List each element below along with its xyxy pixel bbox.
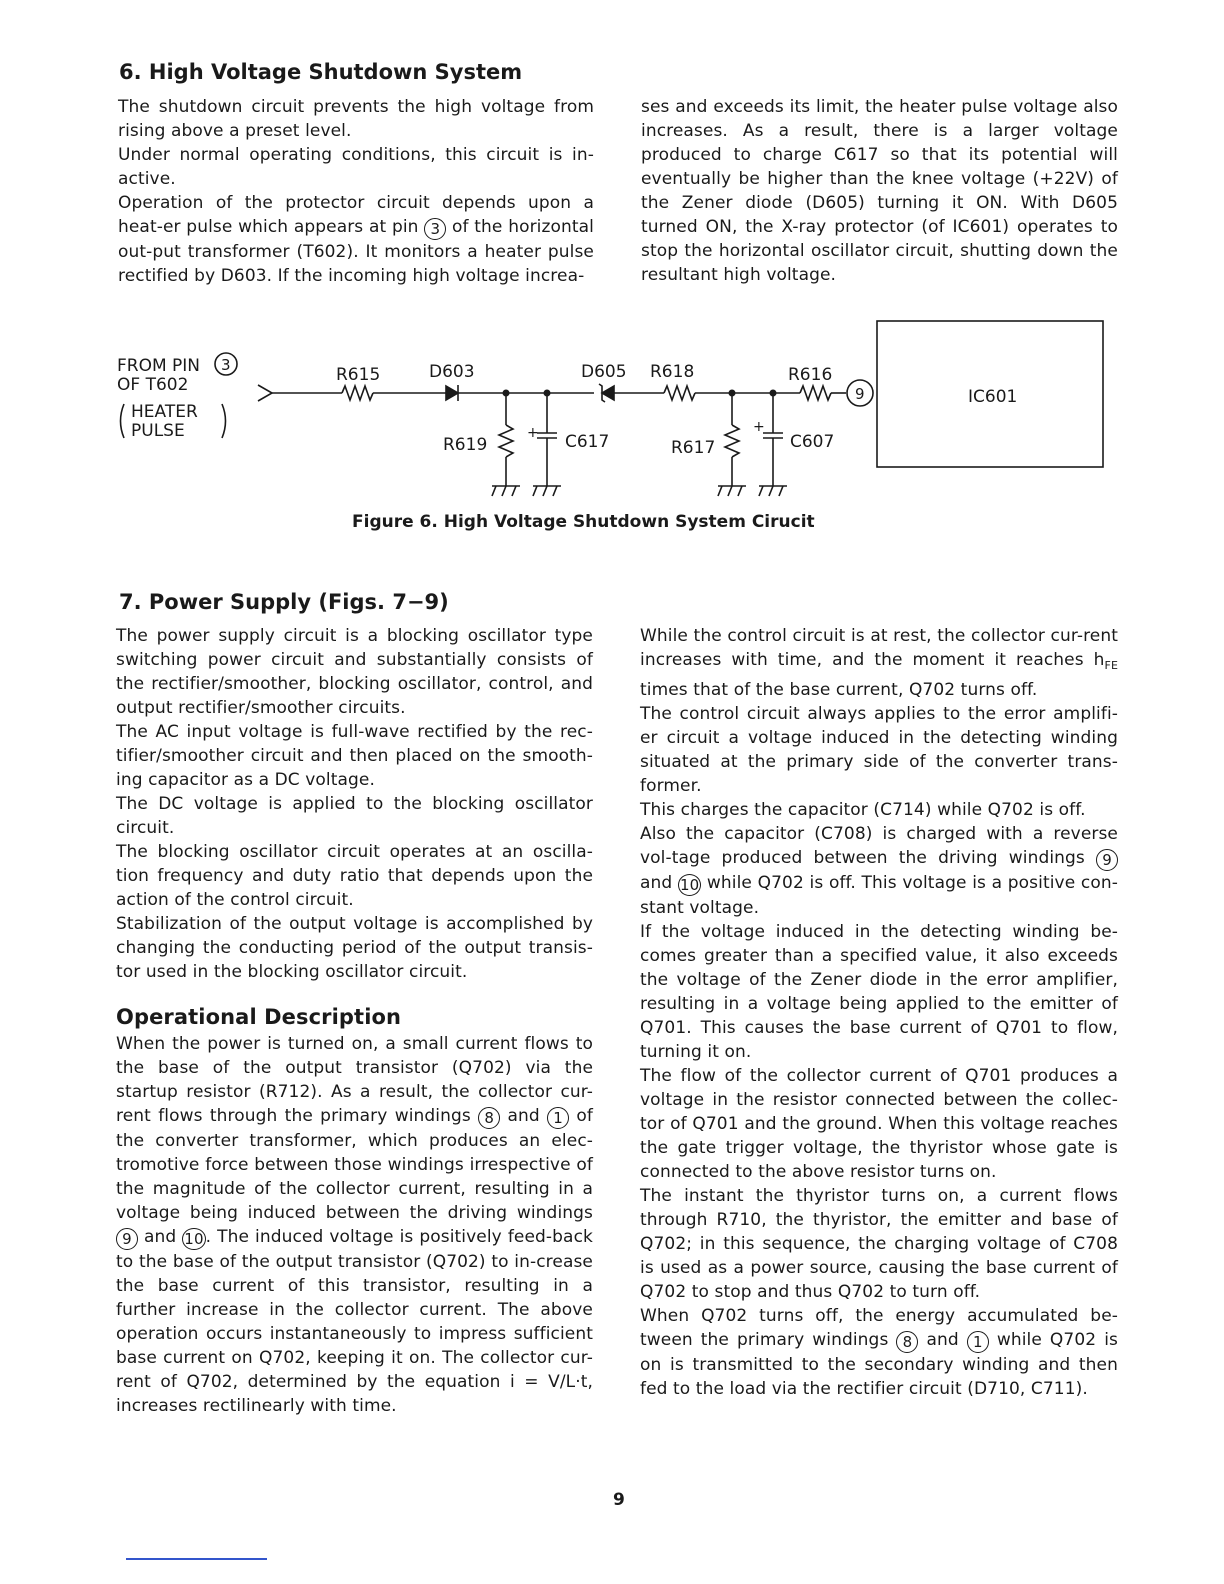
of-t602-label: OF T602 xyxy=(117,375,189,395)
paragraph: ses and exceeds its limit, the heater pulse voltage also increases. As a result, there is a larger voltage produced to charge C617 so that its potential will eventually be higher than the knee voltage (+22V) of the Zener diode (D605) turning it ON. With D605 turned ON, the X-ray protector (of IC601) operates to stop the horizontal oscillator circuit, shutting down the resultant high voltage. xyxy=(641,97,1118,285)
r619-label: R619 xyxy=(443,435,488,455)
paragraph: When Q702 turns off, the energy accumulated be-tween the primary windings 8 and 1 while Q702 is on is transmitted to the secondary winding and then fed to the load via the rectifier circuit (D710, C711). xyxy=(640,1306,1118,1399)
junction-dot xyxy=(729,390,736,397)
r616-resistor xyxy=(800,386,831,400)
paragraph: This charges the capacitor (C714) while Q702 is off. xyxy=(640,800,1086,820)
d603-label: D603 xyxy=(429,362,475,382)
paragraph: The instant the thyristor turns on, a current flows through R710, the thyristor, the emitter and base of Q702; in this sequence, the charging voltage of C708 is used as a power source, causing the base current of Q702 to stop and thus Q702 to turn off. xyxy=(640,1186,1118,1302)
paragraph: While the control circuit is at rest, the collector cur-rent increases with time, and the moment it reaches $h_{FE}$ times that of the base current, Q702 turns off. xyxy=(640,626,1118,700)
heater-label: HEATER xyxy=(131,402,198,422)
from-pin-label: FROM PIN xyxy=(117,356,201,376)
junction-dot xyxy=(503,390,510,397)
paragraph: The shutdown circuit prevents the high voltage from rising above a preset level. xyxy=(118,97,594,141)
section-6-left-column xyxy=(118,95,594,288)
paragraph: The DC voltage is applied to the blocking oscillator circuit. xyxy=(116,794,593,838)
footer-rule xyxy=(126,1558,267,1560)
input-arrow xyxy=(258,385,272,401)
r615-resistor xyxy=(342,386,373,400)
section-7-left-column xyxy=(116,624,593,1418)
winding-10-callout: 10 xyxy=(184,1230,204,1248)
section-7-right-column xyxy=(640,624,1118,1401)
section-7-heading: 7. Power Supply (Figs. 7−9) xyxy=(119,590,449,614)
r618-label: R618 xyxy=(650,362,695,382)
winding-9-callout: 9 xyxy=(1096,849,1118,871)
right-paren xyxy=(222,404,226,438)
pin-9-label: 9 xyxy=(855,385,865,403)
winding-8-callout: 8 xyxy=(478,1107,500,1129)
paragraph: When the power is turned on, a small current flows to the base of the output transistor (Q702) via the startup resistor (R712). As a result, the collector cur-rent flows through the primary windings 8 and 1 of the converter transformer, which produces an elec-tromotive force between those windings irrespective of the magnitude of the collector current, resulting in a voltage being induced between the driving windings 9 and 10 . The induced voltage is positively feed-back to the base of the output transistor (Q702) to in-crease the base current of this transistor, resulting in a further increase in the collector current. The above operation occurs instantaneously to impress sufficient base current on Q702, keeping it on. The collector cur-rent of Q702, determined by the equation i = V/L·t, increases rectilinearly with time. xyxy=(116,1034,593,1416)
paragraph: Also the capacitor (C708) is charged with a reverse vol-tage produced between the driving windings 9 and 10 while Q702 is off. This voltage is a positive con-stant voltage. xyxy=(640,824,1118,918)
winding-10-callout: 10 xyxy=(679,876,700,894)
operational-description-heading: Operational Description xyxy=(116,1005,402,1029)
r619-resistor xyxy=(499,425,513,457)
winding-9-callout: 9 xyxy=(116,1228,138,1250)
winding-8-callout: 8 xyxy=(896,1331,918,1353)
pin-3-callout: 3 xyxy=(424,218,446,240)
junction-dot xyxy=(770,390,777,397)
ic601-label: IC601 xyxy=(968,387,1018,407)
c607-plus: + xyxy=(753,419,765,435)
winding-1-callout: 1 xyxy=(967,1331,989,1353)
junction-dot xyxy=(544,390,551,397)
section-6-right-column xyxy=(641,95,1118,287)
d605-zener-diode xyxy=(602,386,614,400)
r617-label: R617 xyxy=(671,438,716,458)
figure-6-caption: Figure 6. High Voltage Shutdown System Cirucit xyxy=(352,512,815,532)
pulse-label: PULSE xyxy=(131,421,185,441)
c617-label: C617 xyxy=(565,432,610,452)
winding-1-callout: 1 xyxy=(547,1107,569,1129)
r618-resistor xyxy=(664,386,695,400)
paragraph: The control circuit always applies to the error amplifi-er circuit a voltage induced in the detecting winding situated at the primary side of the converter trans-former. xyxy=(640,704,1118,796)
r617-resistor xyxy=(725,425,739,457)
paragraph: Stabilization of the output voltage is accomplished by changing the conducting period of the output transis-tor used in the blocking oscillator circuit. xyxy=(116,914,593,982)
c617-plus: + xyxy=(527,425,539,441)
page-number: 9 xyxy=(613,1490,625,1510)
paragraph: If the voltage induced in the detecting winding be-comes greater than a specified value, it also exceeds the voltage of the Zener diode in the error amplifier, resulting in a voltage being applied to the emitter of Q701. This causes the base current of Q701 to flow, turning it on. xyxy=(640,922,1118,1062)
paragraph: Operation of the protector circuit depends upon a heat-er pulse which appears at pin 3 of the horizontal out-put transformer (T602). It monitors a heater pulse rectified by D603. If the incoming high voltage increa- xyxy=(118,193,594,286)
r615-label: R615 xyxy=(336,365,381,385)
r616-label: R616 xyxy=(788,365,833,385)
paragraph: The flow of the collector current of Q701 produces a voltage in the resistor connected between the collec-tor of Q701 and the ground. When this voltage reaches the gate trigger voltage, the thyristor whose gate is connected to the above resistor turns on. xyxy=(640,1066,1118,1182)
paragraph: The blocking oscillator circuit operates at an oscilla-tion frequency and duty ratio that depends upon the action of the control circuit. xyxy=(116,842,593,910)
paragraph: The AC input voltage is full-wave rectified by the rec-tifier/smoother circuit and then placed on the smooth-ing capacitor as a DC voltage. xyxy=(116,722,593,790)
paragraph: Under normal operating conditions, this circuit is in-active. xyxy=(118,145,594,189)
c607-label: C607 xyxy=(790,432,835,452)
d603-diode xyxy=(446,386,458,400)
figure-6-circuit-diagram xyxy=(0,300,1224,510)
section-6-heading: 6. High Voltage Shutdown System xyxy=(119,60,523,84)
left-paren xyxy=(121,404,125,438)
d605-label: D605 xyxy=(581,362,627,382)
paragraph: The power supply circuit is a blocking oscillator type switching power circuit and substantially consists of the rectifier/smoother, blocking oscillator, control, and output rectifier/smoother circuits. xyxy=(116,626,593,718)
hfe-subscript: FE xyxy=(1104,659,1118,672)
from-pin-number: 3 xyxy=(221,356,231,374)
